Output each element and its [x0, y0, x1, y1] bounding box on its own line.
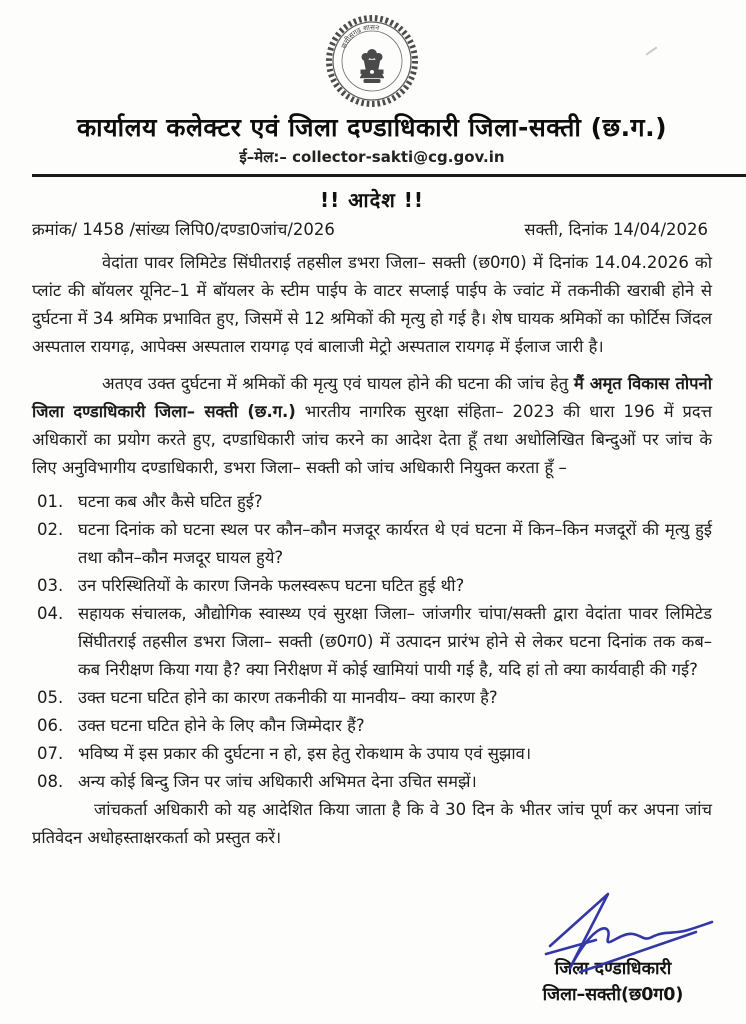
item-number: 08.	[37, 772, 64, 791]
item-number: 04.	[37, 604, 64, 623]
list-item	[32, 488, 712, 516]
list-item	[32, 572, 712, 600]
list-item	[32, 712, 712, 740]
signature-block	[498, 956, 728, 1008]
order-heading: !! आदेश !!	[319, 188, 425, 212]
list-item	[32, 768, 712, 796]
list-item	[32, 740, 712, 768]
office-title: कार्यालय कलेक्टर एवं जिला दण्डाधिकारी जिला-सक्ती (छ.ग.)	[76, 113, 668, 142]
order-paragraph	[32, 370, 712, 482]
item-text: भविष्य में इस प्रकार की दुर्घटना न हो, इस हेतु रोकथाम के उपाय एवं सुझाव।	[78, 744, 532, 763]
signatory-district: जिला–सक्ती(छ0ग0)	[542, 985, 684, 1005]
item-number: 03.	[37, 576, 64, 595]
ashoka-pillar-icon	[360, 50, 384, 83]
item-text: घटना कब और कैसे घटित हुई?	[78, 492, 263, 511]
seal-text: छत्तीसगढ़ शासन	[339, 23, 380, 50]
seal-container	[32, 6, 712, 108]
header-divider	[32, 174, 746, 177]
item-number: 05.	[37, 688, 64, 707]
item-text: अन्य कोई बिन्दु जिन पर जांच अधिकारी अभिमत देना उचित समझें।	[78, 772, 477, 791]
list-item	[32, 516, 712, 572]
place-and-date: सक्ती, दिनांक 14/04/2026	[524, 220, 708, 239]
document-body	[32, 249, 712, 852]
email-line: ई–मेल:– collector-sakti@cg.gov.in	[239, 148, 505, 166]
item-number: 06.	[37, 716, 64, 735]
incident-paragraph: वेदांता पावर लिमिटेड सिंघीतराई तहसील डभरा जिला– सक्ती (छ0ग0) में दिनांक 14.04.2026 को प्लांट की बॉयलर यूनिट–1 में बॉयलर के स्टीम पाईप के वाटर सप्लाई पाईप के ज्वांट में तकनीकी खराबी होने से दुर्घटना में 34 श्रमिक प्रभावित हुए, जिसमें से 12 श्रमिकों की मृत्यु हो गई है। शेष घायक श्रमिकों का फोर्टिस जिंदल अस्पताल रायगढ़, आपेक्स अस्पताल रायगढ़ एवं बालाजी मेट्रो अस्पताल रायगढ़ में ईलाज जारी है।	[32, 253, 712, 356]
order-paragraph-pre: अतएव उक्त दुर्घटना में श्रमिकों की मृत्यु एवं घायल होने की घटना की जांच हेतु	[102, 374, 574, 393]
list-item	[32, 600, 712, 684]
inquiry-points-list	[32, 488, 712, 796]
order-paragraph-post: भारतीय नागरिक सुरक्षा संहिता– 2023 की धारा 196 में प्रदत्त अधिकारों का प्रयोग करते हुए, दण्डाधिकारी जांच करने का आदेश देता हूँ तथा अधोलिखित बिन्दुओं पर जांच के लिए अनुविभागीय दण्डाधिकारी, डभरा जिला– सक्ती को जांच अधिकारी नियुक्त करता हूँ –	[32, 402, 712, 477]
closing-paragraph: जांचकर्ता अधिकारी को यह आदेशित किया जाता है कि वे 30 दिन के भीतर जांच पूर्ण कर अपना जांच प्रतिवेदन अधोहस्ताक्षरकर्ता को प्रस्तुत करें।	[32, 800, 712, 847]
list-item	[32, 684, 712, 712]
item-number: 02.	[37, 520, 64, 539]
magistrate-name-bold: मैं अमृत विकास तोपनो जिला दण्डाधिकारी जिला– सक्ती (छ.ग.)	[32, 374, 712, 421]
item-number: 07.	[37, 744, 64, 763]
reference-number: क्रमांक/ 1458 /सांख्य लिपि0/दण्डा0जांच/2026	[32, 220, 335, 239]
item-number: 01.	[37, 492, 64, 511]
chhattisgarh-government-seal-icon	[324, 12, 420, 110]
signatory-designation: जिला दण्डाधिकारी	[554, 959, 672, 979]
item-text: उक्त घटना घटित होने का कारण तकनीकी या मानवीय– क्या कारण है?	[78, 688, 498, 707]
item-text: घटना दिनांक को घटना स्थल पर कौन–कौन मजदूर कार्यरत थे एवं घटना में किन–किन मजदूरों की मृत्यु हुई तथा कौन–कौन मजदूर घायल हुये?	[78, 520, 712, 567]
item-text: सहायक संचालक, औद्योगिक स्वास्थ्य एवं सुरक्षा जिला– जांजगीर चांपा/सक्ती द्वारा वेदांता पावर लिमिटेड सिंघीतराई तहसील डभरा जिला– सक्ती (छ0ग0) में उत्पादन प्रारंभ होने से लेकर घटना दिनांक तक कब–कब निरीक्षण किया गया है? क्या निरीक्षण में कोई खामियां पायी गई है, यदि हां तो क्या कार्यवाही की गई?	[78, 604, 712, 679]
item-text: उक्त घटना घटित होने के लिए कौन जिम्मेदार हैं?	[78, 716, 365, 735]
item-text: उन परिस्थितियों के कारण जिनके फलस्वरूप घटना घटित हुई थी?	[78, 576, 465, 595]
